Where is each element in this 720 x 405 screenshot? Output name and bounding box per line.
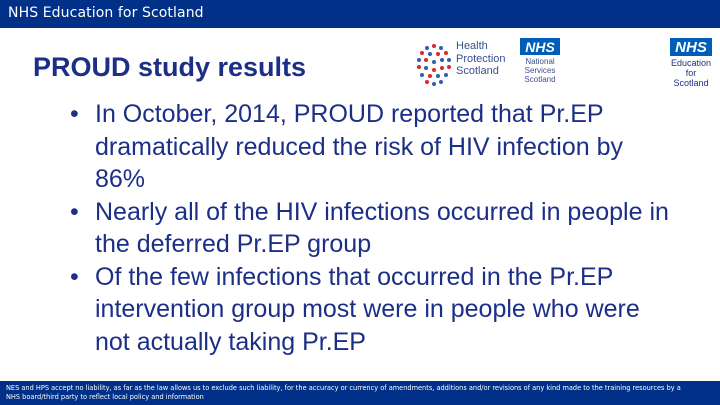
footer-bar: [0, 381, 720, 405]
nss-logo-line: Scotland: [524, 75, 556, 84]
nss-logo: [512, 38, 568, 84]
bullet-text: In October, 2014, PROUD reported that Pr.EP dramatically reduced the risk of HIV infection by 86%: [95, 100, 624, 193]
bullet-marker: •: [70, 100, 79, 128]
partner-logos: [412, 36, 572, 94]
bullet-marker: •: [70, 262, 79, 291]
nes-logo-line: Education: [670, 58, 712, 68]
org-name: NHS Education for Scotland: [8, 5, 204, 21]
hps-logo-line: Scotland: [456, 65, 499, 77]
hps-logo-line: Protection: [456, 52, 506, 65]
footer-disclaimer: NES and HPS accept no liability, as far as the law allows us to exclude such liability, for the accuracy or currency of amendments, additions and/or revisions of any kind made to the training resources by a NHS board/third party to reflect local policy and information: [6, 384, 681, 401]
bullet-item: [70, 261, 670, 359]
hps-logo-line: Health: [456, 40, 488, 52]
nss-logo-line: National: [525, 57, 555, 66]
bullet-item: [70, 98, 670, 196]
bullet-list: [70, 98, 670, 358]
nes-logo: [664, 38, 718, 88]
nes-nhs-badge: NHS: [670, 38, 712, 56]
header-bar: [0, 0, 720, 28]
nes-logo-line: for: [685, 68, 697, 78]
bullet-item: [70, 196, 670, 261]
bullet-marker: •: [70, 197, 79, 226]
nss-nhs-badge: NHS: [520, 38, 560, 55]
bullet-text: Nearly all of the HIV infections occurred in people in the deferred Pr.EP group: [95, 197, 669, 258]
slide-title: PROUD study results: [33, 52, 307, 82]
hps-logo-text: [456, 40, 506, 78]
hps-dots-logo-icon: [416, 42, 452, 88]
nes-logo-line: Scotland: [673, 78, 709, 88]
nss-logo-line: Services: [524, 66, 556, 75]
bullet-text: Of the few infections that occurred in the Pr.EP intervention group most were in people who were not actually taking Pr.EP: [95, 262, 640, 356]
